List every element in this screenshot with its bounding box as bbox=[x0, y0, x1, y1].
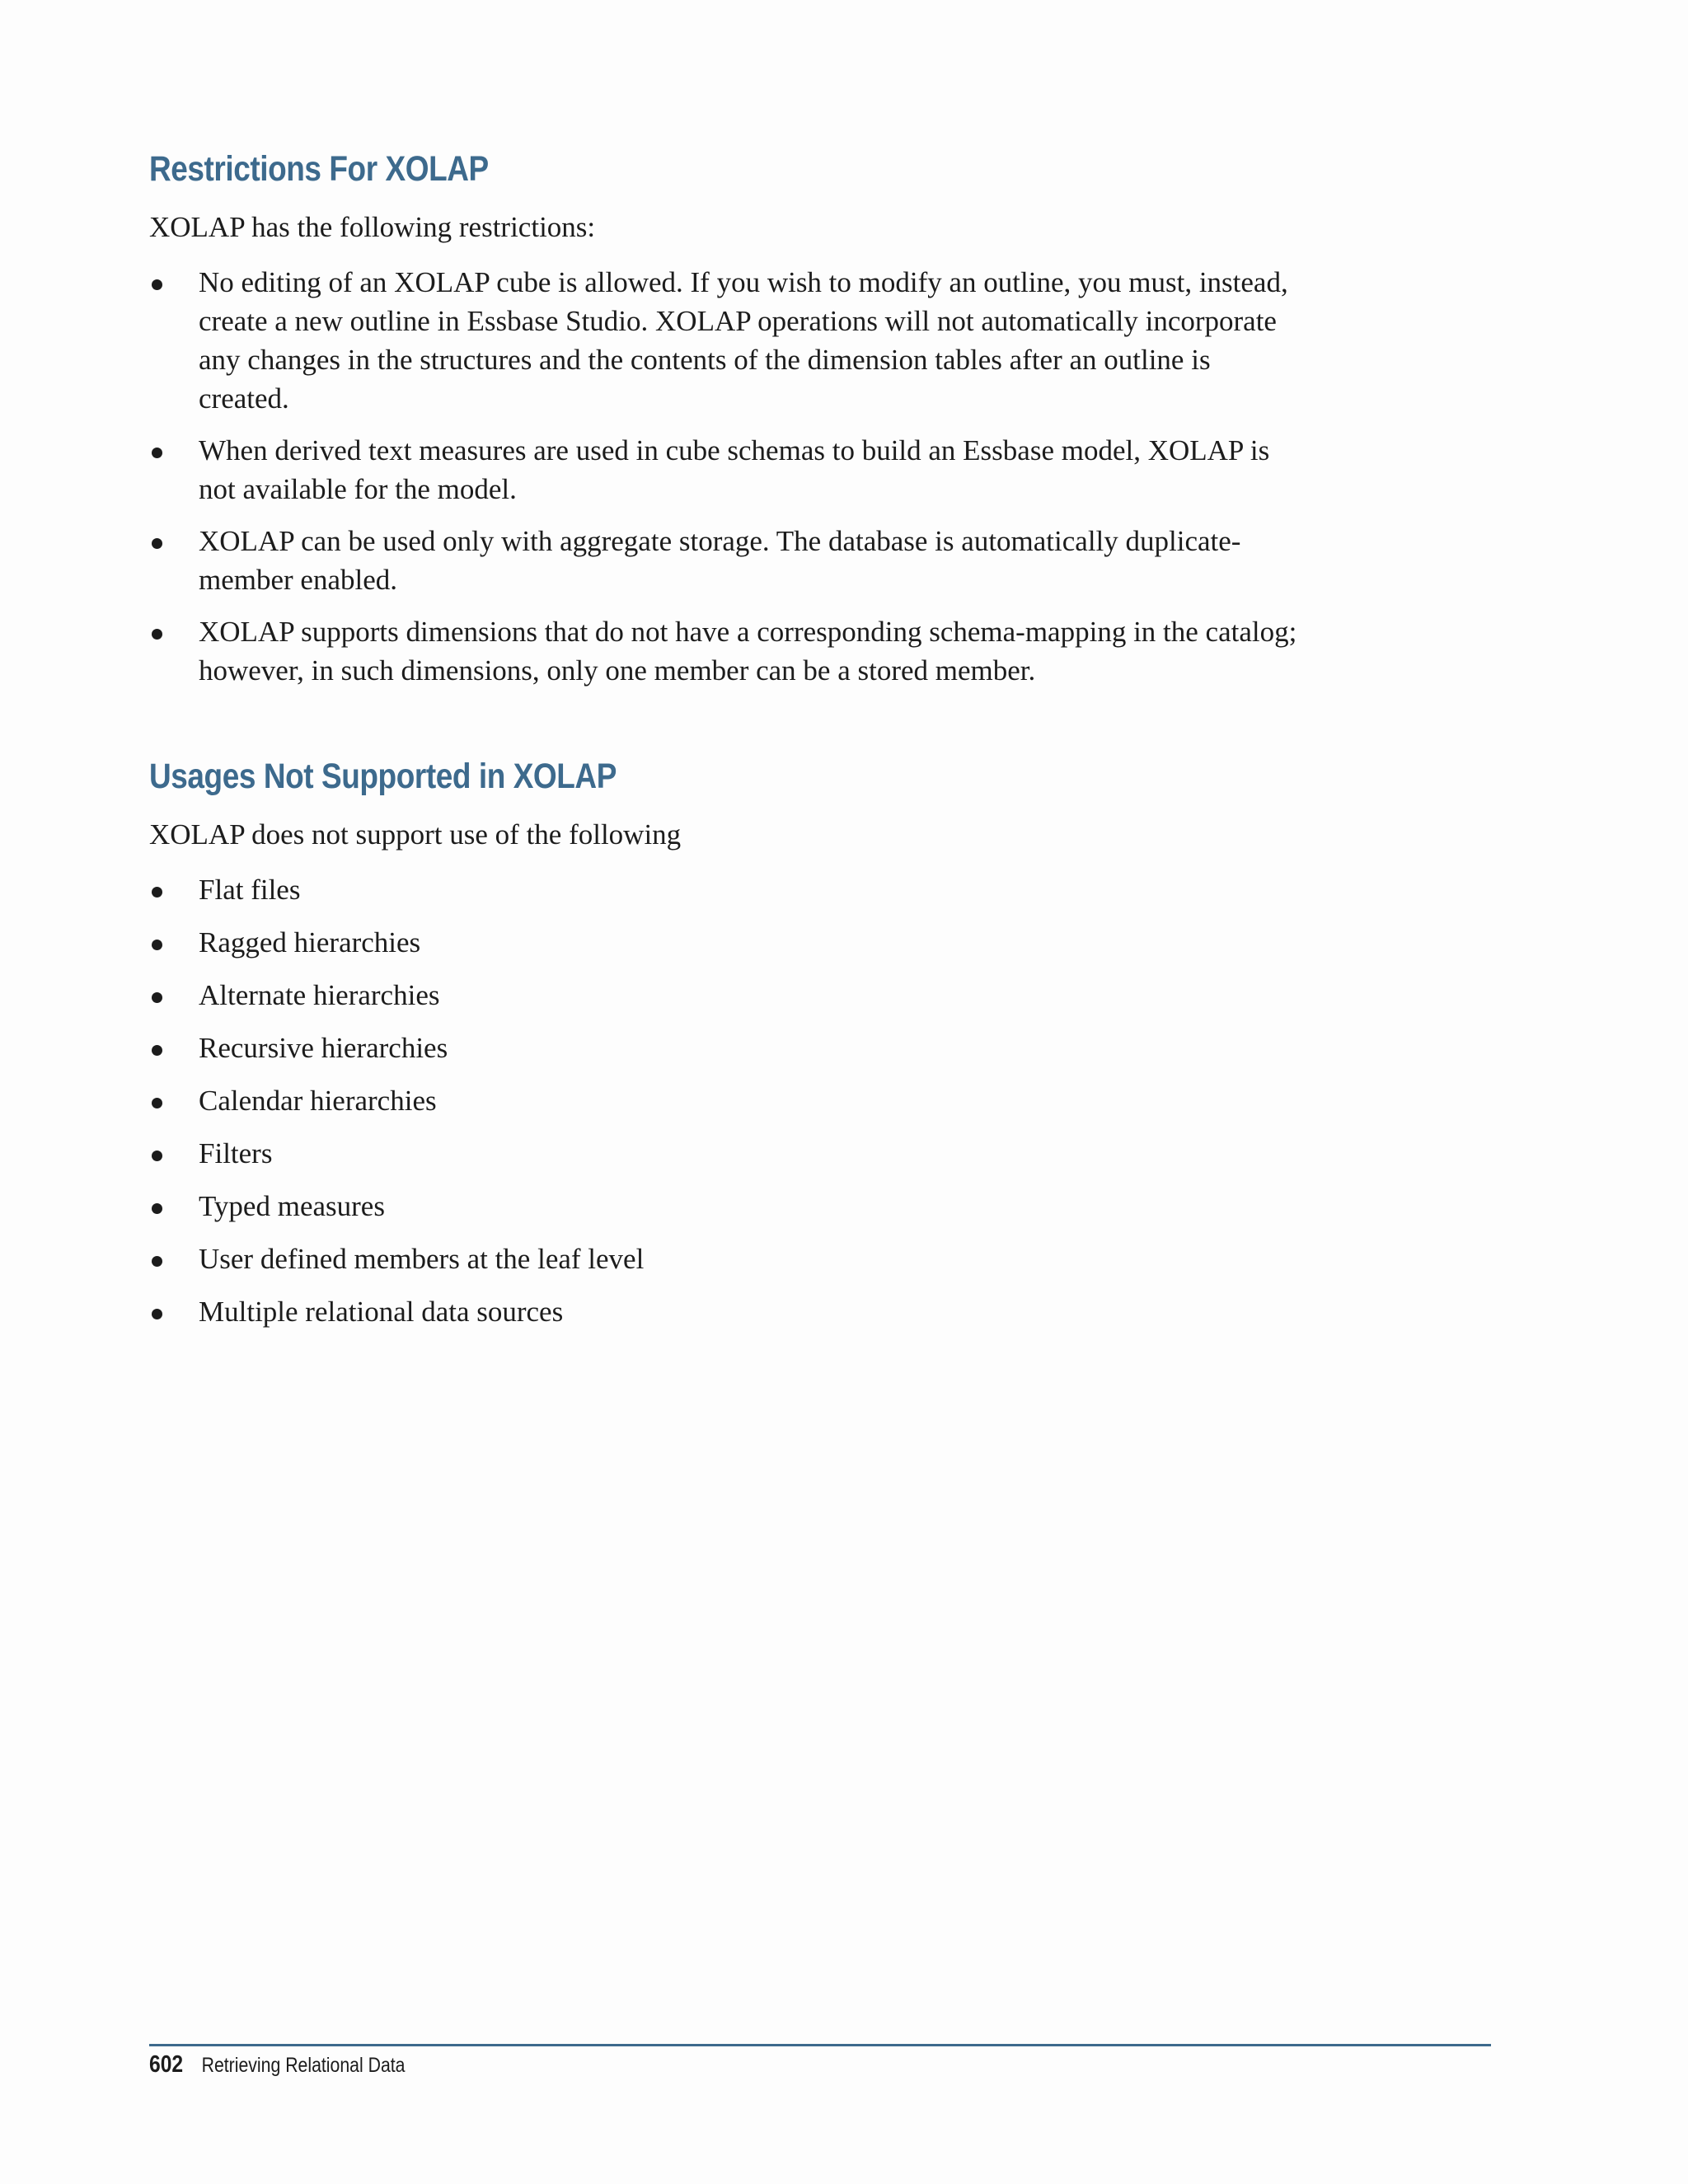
list-item bbox=[149, 870, 1303, 909]
list-item bbox=[149, 923, 1303, 962]
section-intro-usages: XOLAP does not support use of the following bbox=[149, 818, 682, 851]
bullet-icon bbox=[152, 887, 162, 898]
bullet-icon bbox=[152, 1151, 162, 1161]
list-item-text: No editing of an XOLAP cube is allowed. If you wish to modify an outline, you must, instead, create a new outline in Essbase Studio. XOLAP operations will not automatically incorporate any changes in the structures and the contents of the dimension tables after an outline is created. bbox=[199, 266, 1288, 415]
list-item-text: Alternate hierarchies bbox=[199, 979, 440, 1011]
list-item-text: XOLAP supports dimensions that do not have a corresponding schema-mapping in the catalog; however, in such dimensions, only one member can be a stored member. bbox=[199, 616, 1297, 687]
list-item-text: Ragged hierarchies bbox=[199, 926, 421, 958]
list-item-text: XOLAP can be used only with aggregate storage. The database is automatically duplicate-member enabled. bbox=[199, 525, 1241, 596]
section-heading-usages: Usages Not Supported in XOLAP bbox=[149, 757, 617, 796]
list-item bbox=[149, 1029, 1303, 1067]
restrictions-list bbox=[149, 263, 1303, 703]
bullet-icon bbox=[152, 1309, 162, 1319]
bullet-icon bbox=[152, 538, 162, 549]
list-item bbox=[149, 1187, 1303, 1226]
list-item bbox=[149, 431, 1303, 509]
usages-list bbox=[149, 870, 1303, 1345]
list-item-text: When derived text measures are used in cube schemas to build an Essbase model, XOLAP is not available for the model. bbox=[199, 434, 1270, 505]
list-item-text: Calendar hierarchies bbox=[199, 1085, 437, 1117]
bullet-icon bbox=[152, 1203, 162, 1214]
bullet-icon bbox=[152, 940, 162, 950]
list-item bbox=[149, 1240, 1303, 1278]
bullet-icon bbox=[152, 1045, 162, 1056]
list-item bbox=[149, 522, 1303, 599]
bullet-icon bbox=[152, 448, 162, 458]
list-item bbox=[149, 976, 1303, 1015]
bullet-icon bbox=[152, 279, 162, 290]
section-intro-restrictions: XOLAP has the following restrictions: bbox=[149, 211, 596, 243]
list-item bbox=[149, 1292, 1303, 1331]
list-item bbox=[149, 1134, 1303, 1173]
list-item-text: User defined members at the leaf level bbox=[199, 1243, 645, 1275]
bullet-icon bbox=[152, 992, 162, 1003]
list-item-text: Flat files bbox=[199, 874, 301, 906]
list-item-text: Recursive hierarchies bbox=[199, 1032, 448, 1064]
bullet-icon bbox=[152, 1098, 162, 1108]
section-heading-restrictions: Restrictions For XOLAP bbox=[149, 149, 489, 189]
page-footer bbox=[149, 2051, 405, 2079]
bullet-icon bbox=[152, 1256, 162, 1267]
footer-divider bbox=[149, 2044, 1491, 2046]
page-number: 602 bbox=[149, 2051, 184, 2078]
bullet-icon bbox=[152, 629, 162, 640]
list-item bbox=[149, 1081, 1303, 1120]
list-item-text: Filters bbox=[199, 1137, 273, 1169]
list-item-text: Typed measures bbox=[199, 1190, 385, 1222]
chapter-title: Retrieving Relational Data bbox=[201, 2054, 406, 2077]
list-item bbox=[149, 263, 1303, 418]
list-item-text: Multiple relational data sources bbox=[199, 1296, 564, 1328]
list-item bbox=[149, 612, 1303, 690]
